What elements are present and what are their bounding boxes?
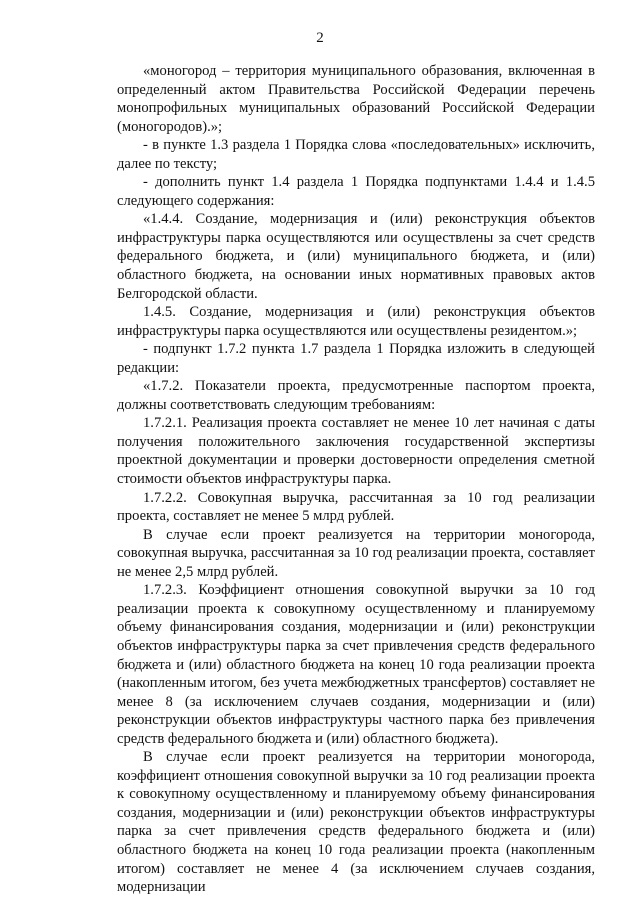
paragraph: - дополнить пункт 1.4 раздела 1 Порядка подпунктами 1.4.4 и 1.4.5 следующего содержания: <box>117 174 595 209</box>
paragraph: В случае если проект реализуется на территории моногорода, совокупная выручка, рассчитанная за 10 год реализации проекта, составляет не менее 2,5 млрд рублей. <box>117 526 595 580</box>
paragraph: «моногород – территория муниципального образования, включенная в определенный актом Правительства Российской Федерации перечень монопрофильных муниципальных образований Российской Федерации (моногородов).»; <box>117 63 595 135</box>
document-body <box>117 62 595 897</box>
page-number: 2 <box>316 30 324 46</box>
paragraph: - подпункт 1.7.2 пункта 1.7 раздела 1 Порядка изложить в следующей редакции: <box>117 341 595 376</box>
paragraph: «1.7.2. Показатели проекта, предусмотренные паспортом проекта, должны соответствовать следующим требованиям: <box>117 378 595 413</box>
paragraph: В случае если проект реализуется на территории моногорода, коэффициент отношения совокупной выручки за 10 год реализации проекта к совокупному осуществленному и планируемому объему финансирования создания, модернизации и (или) реконструкции объектов инфраструктуры парка за счет привлечения средств федерального бюджета и (или) областного бюджета на конец 10 года реализации проекта (накопленным итогом) составляет не менее 4 (за исключением случаев создания, модернизации <box>117 749 595 896</box>
paragraph: - в пункте 1.3 раздела 1 Порядка слова «последовательных» исключить, далее по тексту; <box>117 137 595 172</box>
paragraph: «1.4.4. Создание, модернизация и (или) реконструкция объектов инфраструктуры парка осуществляются или осуществлены за счет средств федерального бюджета, и (или) муниципального бюджета, и (или) областного бюджета, на основании иных нормативных правовых актов Белгородской области. <box>117 211 595 302</box>
paragraph: 1.7.2.1. Реализация проекта составляет не менее 10 лет начиная с даты получения положительного заключения государственной экспертизы проектной документации и проверки достоверности определения сметной стоимости объектов инфраструктуры парка. <box>117 415 595 488</box>
paragraph: 1.7.2.3. Коэффициент отношения совокупной выручки за 10 год реализации проекта к совокупному осуществленному и планируемому объему финансирования создания, модернизации и (или) реконструкции объектов инфраструктуры парка за счет привлечения средств федерального бюджета и (или) областного бюджета на конец 10 года реализации проекта (накопленным итогом, без учета межбюджетных трансфертов) составляет не менее 8 (за исключением случаев создания, модернизации и (или) реконструкции объектов инфраструктуры частного парка без привлечения средств федерального бюджета и (или) областного бюджета). <box>117 582 596 747</box>
paragraph: 1.7.2.2. Совокупная выручка, рассчитанная за 10 год реализации проекта, составляет не менее 5 млрд рублей. <box>117 489 595 525</box>
paragraph: 1.4.5. Создание, модернизация и (или) реконструкция объектов инфраструктуры парка осуществляются или осуществлены резидентом.»; <box>117 304 595 339</box>
